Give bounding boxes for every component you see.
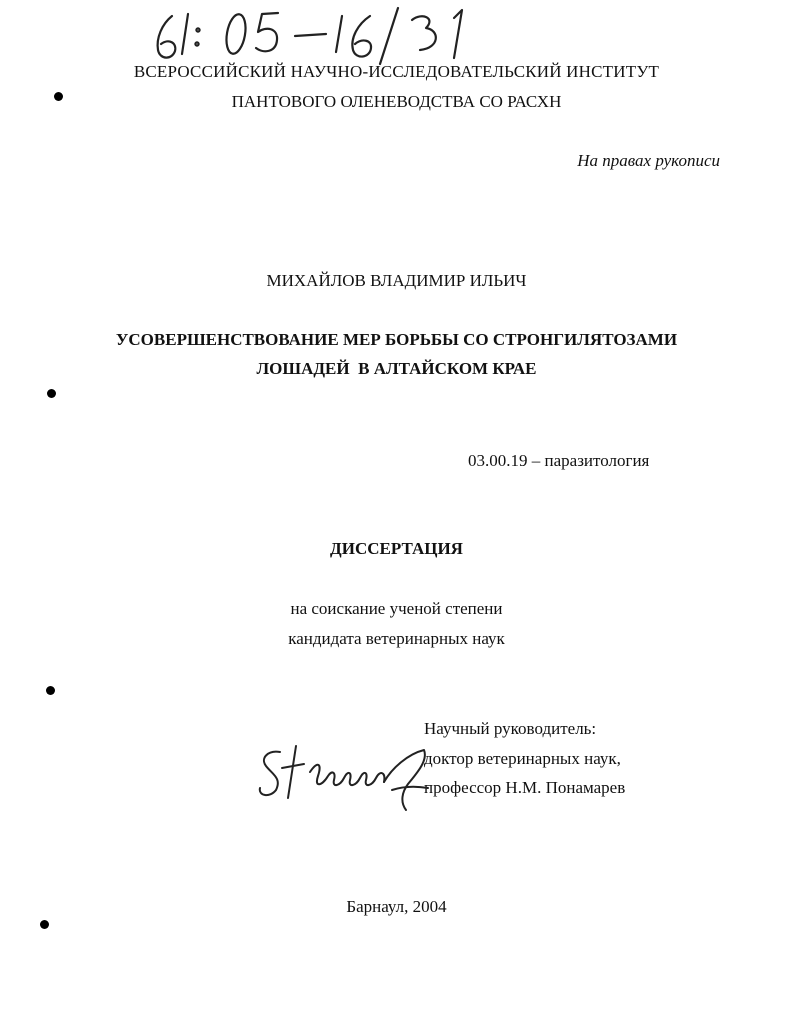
institute-line-1: ВСЕРОССИЙСКИЙ НАУЧНО-ИССЛЕДОВАТЕЛЬСКИЙ ИНСТИТУТ [133, 62, 660, 81]
archive-mark [150, 8, 480, 68]
institute-line-2: ПАНТОВОГО ОЛЕНЕВОДСТВА СО РАСХН [231, 92, 562, 111]
signature-image [252, 742, 432, 812]
supervisor-line-2: профессор Н.М. Понамарев [424, 778, 626, 797]
document-type: ДИССЕРТАЦИЯ [330, 539, 463, 558]
supervisor-line-1: доктор ветеринарных наук, [424, 749, 621, 768]
punch-hole-2 [47, 389, 56, 398]
degree-line-2: кандидата ветеринарных наук [288, 629, 505, 648]
author-name: МИХАЙЛОВ ВЛАДИМИР ИЛЬИЧ [266, 271, 527, 290]
punch-hole-1 [54, 92, 63, 101]
degree-line-1: на соискание ученой степени [290, 599, 503, 618]
title-line-1: УСОВЕРШЕНСТВОВАНИЕ МЕР БОРЬБЫ СО СТРОНГИЛЯТОЗАМИ [115, 330, 678, 349]
punch-hole-3 [46, 686, 55, 695]
rights-note: На правах рукописи [577, 151, 720, 170]
specialty-code: 03.00.19 – паразитология [468, 451, 650, 470]
punch-hole-4 [40, 920, 49, 929]
supervisor-label: Научный руководитель: [424, 719, 597, 738]
place-year: Барнаул, 2004 [346, 897, 447, 916]
title-line-2: ЛОШАДЕЙ В АЛТАЙСКОМ КРАЕ [256, 359, 537, 378]
